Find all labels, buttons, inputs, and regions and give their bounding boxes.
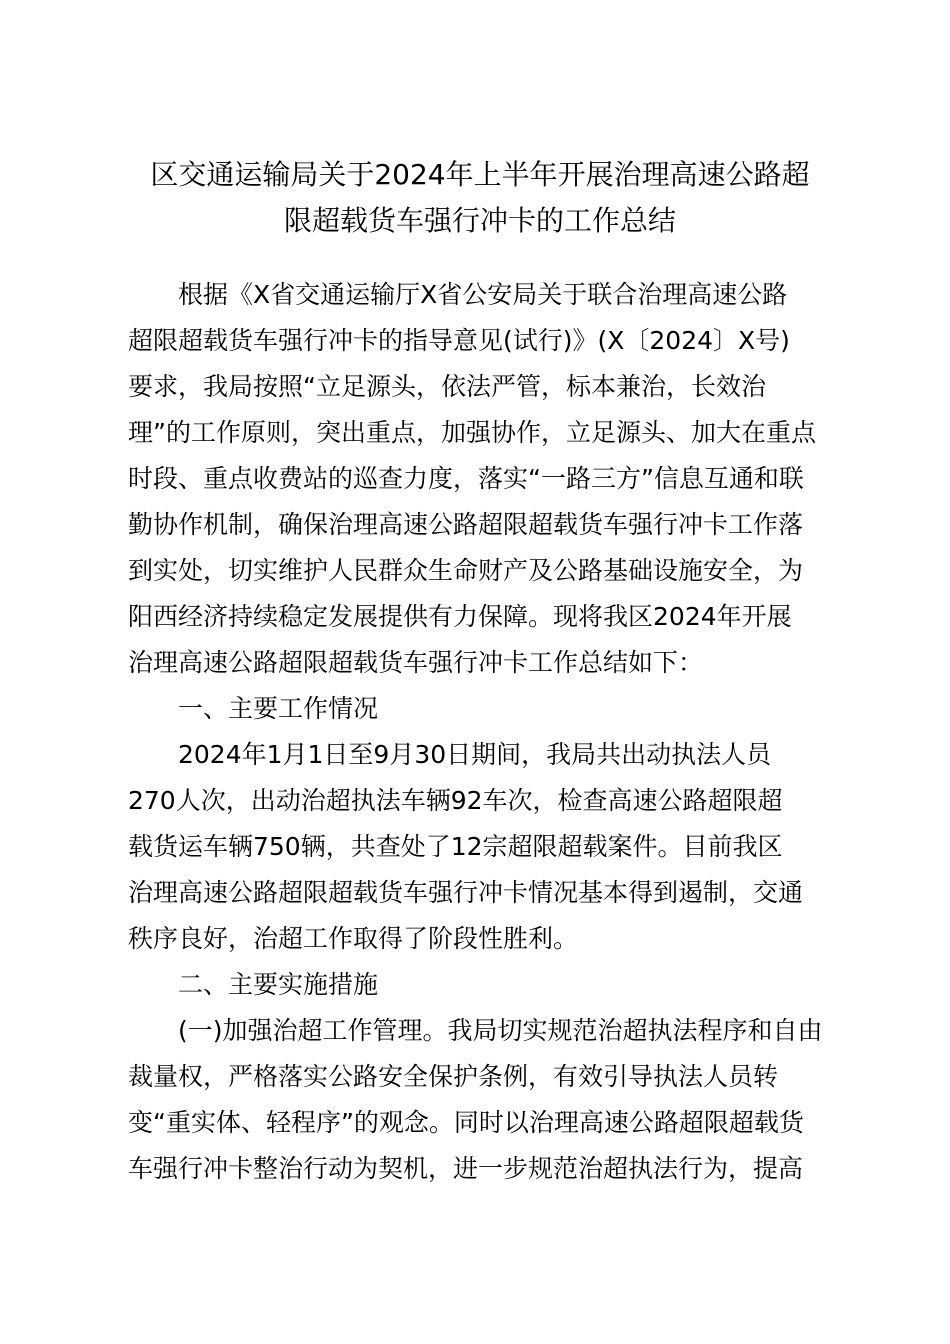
body-line: 勤协作机制，确保治理高速公路超限超载货车强行冲卡工作落	[128, 510, 804, 539]
body-line: 根据《X省交通运输厅X省公安局关于联合治理高速公路	[178, 280, 788, 309]
body-line: 治理高速公路超限超载货车强行冲卡工作总结如下：	[128, 648, 704, 677]
body-line: 变“重实体、轻程序”的观念。同时以治理高速公路超限超载货	[128, 1108, 804, 1137]
body-line: 秩序良好，治超工作取得了阶段性胜利。	[128, 924, 579, 953]
body-line: 2024年1月1日至9月30日期间，我局共出动执法人员	[178, 740, 772, 769]
body-line: 阳西经济持续稳定发展提供有力保障。现将我区2024年开展	[128, 602, 792, 631]
body-line: 治理高速公路超限超载货车强行冲卡情况基本得到遏制，交通	[128, 878, 804, 907]
document-title-line-1: 区交通运输局关于2024年上半年开展治理高速公路超	[150, 158, 810, 191]
body-line: 理”的工作原则，突出重点，加强协作，立足源头、加大在重点	[128, 418, 816, 447]
body-line: 到实处，切实维护人民群众生命财产及公路基础设施安全，为	[128, 556, 804, 585]
document-title-line-2: 限超载货车强行冲卡的工作总结	[283, 204, 676, 237]
body-line: 裁量权，严格落实公路安全保护条例，有效引导执法人员转	[128, 1062, 779, 1091]
body-line: (一)加强治超工作管理。我局切实规范治超执法程序和自由	[178, 1016, 823, 1045]
body-line: 270人次，出动治超执法车辆92车次，检查高速公路超限超	[128, 786, 783, 815]
body-line: 超限超载货车强行冲卡的指导意见(试行)》(X〔2024〕X号)	[128, 326, 790, 355]
body-line: 要求，我局按照“立足源头，依法严管，标本兼治，长效治	[128, 372, 766, 401]
section-heading: 一、主要工作情况	[178, 694, 379, 723]
body-line: 载货运车辆750辆，共查处了12宗超限超载案件。目前我区	[128, 832, 783, 861]
section-heading: 二、主要实施措施	[178, 970, 379, 999]
body-line: 时段、重点收费站的巡查力度，落实“一路三方”信息互通和联	[128, 464, 804, 493]
body-line: 车强行冲卡整治行动为契机，进一步规范治超执法行为，提高	[128, 1154, 804, 1183]
